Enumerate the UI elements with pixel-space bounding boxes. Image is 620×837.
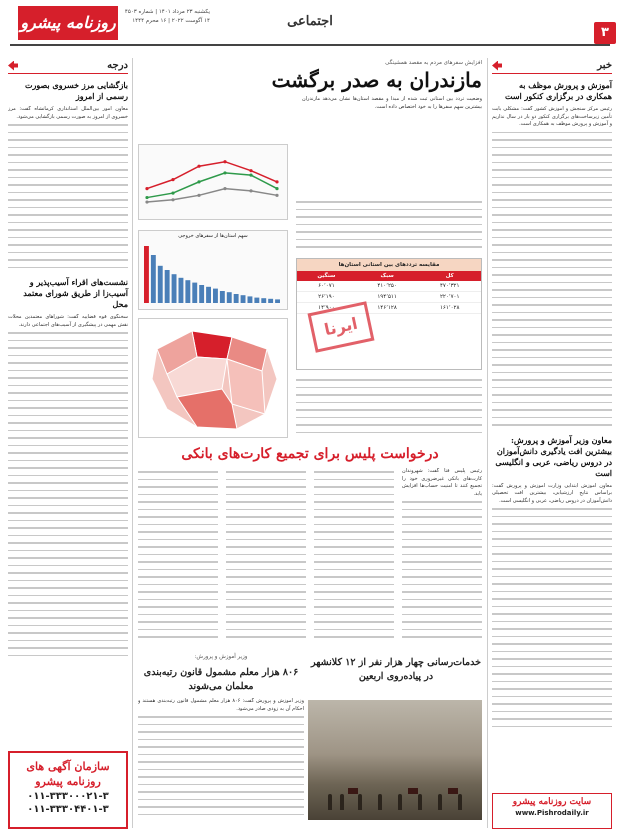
headline[interactable]: آموزش و پرورش موظف به همکاری در برگزاری کنکور است bbox=[504, 80, 612, 101]
irna-stamp: ایرنا bbox=[307, 301, 374, 353]
website-box[interactable] bbox=[492, 793, 612, 829]
line-point bbox=[223, 187, 226, 190]
line-point bbox=[171, 191, 174, 194]
article-body: سخنگوی قوه قضاییه گفت: شوراهای معتمدین محلات نقش مهمی در پیشگیری از آسیب‌های اجتماعی دارند. bbox=[8, 314, 128, 328]
map-svg bbox=[137, 319, 287, 439]
line-series-2 bbox=[147, 189, 277, 202]
date-line-2: ۱۴ آگوست ۲۰۲۲ | ۱۶ محرم ۱۴۴۴ bbox=[132, 18, 210, 24]
article-text-lines bbox=[492, 505, 612, 745]
headline[interactable]: معاون وزیر آموزش و پرورش: بیشترین افت یادگیری دانش‌آموزان در دروس ریاضی، عربی و انگلیسی است bbox=[495, 434, 612, 478]
bar bbox=[227, 292, 232, 303]
table bbox=[297, 271, 481, 314]
article-body: رئیس مرکز سنجش و آموزش کشور گفت: مشکلی بابت تأمین زیرساخت‌های برگزاری کنکور دو بار در سال نداریم و آموزش و پرورش موظف به همکاری است. bbox=[492, 106, 612, 127]
arbaeen-headline[interactable]: خدمات‌رسانی چهار هزار نفر از ۱۲ کلانشهر در پیاده‌روی اربعین bbox=[311, 657, 481, 682]
article-body: وزیر آموزش و پرورش گفت: ۸۰۶ هزار معلم مشمول قانون رتبه‌بندی هستند و احکام آن به زودی صادر می‌شود. bbox=[138, 698, 304, 712]
line-point bbox=[223, 160, 226, 163]
bar-chart bbox=[138, 230, 288, 310]
table-header-cell: سبک bbox=[356, 271, 419, 281]
bar bbox=[234, 294, 239, 303]
table-row bbox=[297, 281, 481, 292]
line-chart-svg bbox=[137, 145, 287, 221]
bar bbox=[144, 246, 149, 303]
line-point bbox=[145, 200, 148, 203]
table-header-cell: کل bbox=[418, 271, 481, 281]
article-body: معاون آموزش ابتدایی وزارت آموزش و پرورش گفت: براساس نتایج ارزشیابی، بیشترین افت تحصیلی دانش‌آموزان در دروس ریاضی، عربی و انگلیسی است. bbox=[492, 482, 612, 504]
table-cell: ۱۴۶٬۱۲۸ bbox=[356, 303, 419, 314]
bar-chart-svg bbox=[137, 239, 287, 307]
table-cell: ۱۴٬۹۰۰ bbox=[297, 303, 356, 314]
column-label: خبر bbox=[597, 60, 612, 71]
teacher-headline[interactable]: ۸۰۶ هزار معلم مشمول قانون رتبه‌بندی معلمان می‌شوند bbox=[143, 667, 299, 692]
main-headline[interactable]: مازندران به صدر برگشت bbox=[271, 68, 482, 92]
arrow-icon bbox=[492, 61, 502, 71]
right-column bbox=[492, 58, 612, 828]
table-cell: ۲۶٬۱۹۰ bbox=[297, 292, 356, 303]
police-article bbox=[138, 468, 482, 648]
article-text-lines bbox=[8, 329, 128, 669]
bar bbox=[241, 295, 246, 303]
arrow-icon bbox=[8, 61, 18, 71]
bar bbox=[199, 285, 204, 303]
article-body: رئیس پلیس فتا گفت: شهروندان کارت‌های بانکی غیرضروری خود را تجمیع کنند تا امنیت حساب‌ها افزایش یابد. bbox=[402, 468, 482, 497]
line-chart bbox=[138, 144, 288, 220]
bar bbox=[254, 298, 259, 303]
pilgrimage-photo bbox=[308, 700, 482, 820]
article-text-lines bbox=[296, 376, 482, 440]
line-point bbox=[275, 180, 278, 183]
bar bbox=[192, 283, 197, 303]
line-series-1 bbox=[147, 173, 277, 198]
bar bbox=[213, 289, 218, 303]
table-cell: ۲۲۰٬۷۰۱ bbox=[418, 292, 481, 303]
bar bbox=[261, 298, 266, 303]
section-title: اجتماعی bbox=[287, 14, 333, 29]
bar bbox=[275, 299, 280, 303]
line-point bbox=[197, 180, 200, 183]
article-text-lines bbox=[296, 198, 482, 254]
column-header bbox=[8, 58, 128, 74]
kicker: افزایش سفرهای مردم به مقصد همشینگی bbox=[385, 60, 482, 66]
table-cell: ۴۷۰٬۳۲۱ bbox=[418, 281, 481, 292]
line-point bbox=[145, 196, 148, 199]
line-point bbox=[249, 189, 252, 192]
date-line-1: یکشنبه ۲۳ مرداد ۱۴۰۱ | شماره ۴۵۰۳ bbox=[124, 9, 210, 15]
column-label: درجه bbox=[107, 60, 128, 71]
bar bbox=[151, 255, 156, 303]
line-point bbox=[249, 174, 252, 177]
column-header bbox=[492, 58, 612, 74]
bar bbox=[158, 266, 163, 303]
headline[interactable]: نشست‌های اقراء آسیب‌پذیر و آسیب‌زا از طریق شورای معتمد محل bbox=[23, 277, 128, 309]
masthead-date bbox=[120, 8, 210, 26]
bar bbox=[165, 270, 170, 303]
line-point bbox=[275, 194, 278, 197]
article-text-lines bbox=[492, 129, 612, 429]
headline[interactable]: بازگشایی مرز خسروی بصورت رسمی از امروز bbox=[24, 80, 128, 101]
lead-text: وضعیت تردد بین استانی ثبت شده از مبدأ و مقصد استان‌ها نشان می‌دهد مازندران بیشترین سهم سفرها را به خود اختصاص داده است. bbox=[302, 96, 482, 110]
ad-title: سازمان آگهی های bbox=[26, 760, 110, 773]
traffic-table bbox=[296, 258, 482, 370]
column-divider bbox=[487, 58, 488, 828]
iran-map bbox=[138, 318, 288, 438]
table-cell: ۶۰٬۰۷۱ bbox=[297, 281, 356, 292]
masthead bbox=[0, 0, 620, 46]
header-rule bbox=[10, 44, 610, 46]
table-cell: ۴۱۰٬۲۵۰ bbox=[356, 281, 419, 292]
ads-box[interactable] bbox=[8, 751, 128, 829]
line-point bbox=[145, 187, 148, 190]
table-cell: ۱۶۱٬۰۲۸ bbox=[418, 303, 481, 314]
table-row bbox=[297, 292, 481, 303]
website-url[interactable]: www.Pishrodaily.ir bbox=[515, 809, 589, 817]
police-headline[interactable]: درخواست پلیس برای تجمیع کارت‌های بانکی bbox=[181, 446, 439, 462]
center-column bbox=[138, 58, 482, 828]
bar bbox=[268, 299, 273, 303]
website-title: سایت روزنامه پیشرو bbox=[512, 797, 592, 807]
line-point bbox=[171, 198, 174, 201]
bar bbox=[248, 296, 253, 303]
page-number: ۳ bbox=[594, 22, 616, 44]
table-header-row bbox=[297, 271, 481, 281]
newspaper-logo[interactable]: روزنامه پیشرو bbox=[18, 6, 118, 40]
bar bbox=[220, 291, 225, 303]
left-column bbox=[8, 58, 128, 828]
bar-chart-title: سهم استان‌ها از سفرهای خروجی bbox=[178, 233, 248, 239]
line-point bbox=[223, 171, 226, 174]
table-header-cell: سنگین bbox=[297, 271, 356, 281]
line-series-0 bbox=[147, 162, 277, 189]
bar bbox=[206, 287, 211, 303]
line-point bbox=[197, 194, 200, 197]
table-title: مقایسه تردد‌های بین استانی استان‌ها bbox=[297, 259, 481, 271]
bar bbox=[172, 274, 177, 303]
table-cell: ۱۹۴٬۵۱۱ bbox=[356, 292, 419, 303]
phone-number: ۰۱۱-۳۳۳۰۴۴۰۱-۳ bbox=[27, 804, 109, 815]
teacher-article bbox=[138, 698, 304, 822]
phone-number: ۰۱۱-۳۳۳۰۰۰۲۱-۳ bbox=[27, 791, 109, 802]
teacher-kicker: وزیر آموزش و پرورش: bbox=[194, 654, 248, 660]
line-point bbox=[197, 165, 200, 168]
column-divider bbox=[132, 58, 133, 828]
ad-title: روزنامه پیشرو bbox=[35, 775, 101, 788]
article-text-lines bbox=[8, 121, 128, 271]
line-point bbox=[249, 169, 252, 172]
bar bbox=[179, 278, 184, 303]
bar bbox=[185, 280, 190, 303]
article-body: معاون امور بین‌الملل استانداری کرمانشاه گفت: مرز خسروی از امروز به صورت رسمی بازگشایی می‌شود. bbox=[8, 106, 128, 120]
line-point bbox=[275, 187, 278, 190]
line-point bbox=[171, 178, 174, 181]
